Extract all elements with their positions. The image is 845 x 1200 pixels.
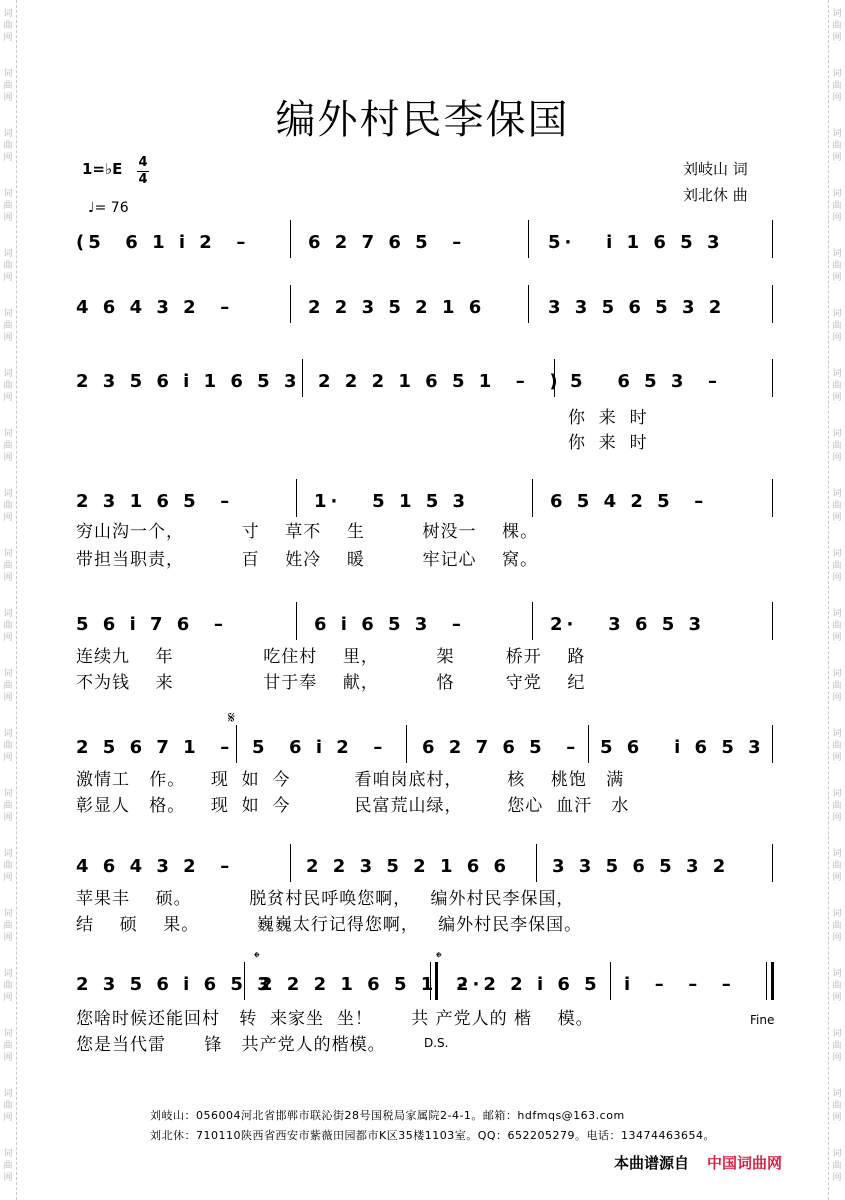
song-title: 编外村民李保国 xyxy=(275,97,570,143)
measure: 5 6 i 6 5 3 xyxy=(600,737,765,758)
watermark-text: 词曲网 xyxy=(832,189,842,223)
watermark-text: 词曲网 xyxy=(3,909,13,943)
watermark-text: 词曲网 xyxy=(832,1029,842,1063)
measure: 2· 3 6 5 3 xyxy=(550,614,706,635)
watermark-text: 词曲网 xyxy=(832,369,842,403)
measure: 2 3 1 6 5 – xyxy=(76,491,234,512)
watermark-text: 词曲网 xyxy=(832,1089,842,1123)
watermark-text: 词曲网 xyxy=(832,309,842,343)
lyric-line: 连续九 年 吃住村 里， 架 桥开 路 xyxy=(76,647,586,667)
lyricist-contact: 刘岐山：056004河北省邯郸市联沁街28号国税局家属院2-4-1。邮箱：hdfmqs@163.com xyxy=(150,1109,625,1122)
lyric-line: 苹果丰 硕。 脱贫村民呼唤您啊， 编外村民李保国， xyxy=(76,889,575,909)
key-signature: 1=♭E xyxy=(82,160,123,178)
lyric-line: 穷山沟一个， 寸 草不 生 树没一 棵。 xyxy=(76,522,539,542)
measure: 2 3 5 6 i 6 5 3 xyxy=(76,974,274,995)
measure: 2·2 2 i 6 5 xyxy=(456,974,601,995)
watermark-text: 词曲网 xyxy=(3,69,13,103)
measure: 5· i 1 6 5 3 xyxy=(548,232,724,253)
watermark-text: 词曲网 xyxy=(3,369,13,403)
coda-mark: 𝄌 xyxy=(436,948,442,967)
measure: i – – – xyxy=(624,974,735,995)
score-row xyxy=(76,293,776,323)
measure: 2 2 3 5 2 1 6 xyxy=(308,297,486,318)
measure: 6 i 6 5 3 – xyxy=(314,614,465,635)
right-watermark-strip xyxy=(828,0,845,1200)
watermark-text: 词曲网 xyxy=(3,849,13,883)
watermark-text: 词曲网 xyxy=(832,669,842,703)
watermark-text: 词曲网 xyxy=(832,429,842,463)
lyric-line: 你 来 时 xyxy=(568,433,648,453)
meter-top: 4 xyxy=(138,155,148,170)
source-label: 本曲谱源自 xyxy=(614,1154,690,1172)
score-row xyxy=(76,367,776,397)
coda-mark: 𝄌 xyxy=(254,948,260,967)
watermark-text: 词曲网 xyxy=(832,849,842,883)
watermark-text: 词曲网 xyxy=(3,669,13,703)
contact-footer xyxy=(150,1106,715,1146)
lyric-line: 您是当代雷 锋 共产党人的楷模。 xyxy=(76,1035,386,1055)
measure: 2 2 3 5 2 1 6 6 xyxy=(306,856,511,877)
watermark-text: 词曲网 xyxy=(3,729,13,763)
watermark-text: 词曲网 xyxy=(832,129,842,163)
lyricist: 刘岐山 词 xyxy=(683,160,748,178)
lyric-line: 带担当职责， 百 姓冷 暖 牢记心 窝。 xyxy=(76,550,539,570)
watermark-text: 词曲网 xyxy=(832,789,842,823)
watermark-text: 词曲网 xyxy=(3,249,13,283)
lyric-line: 您啥时候还能回村 转 来家坐 坐！ 共 产党人的 楷 模。 xyxy=(76,1009,594,1029)
ds-mark: D.S. xyxy=(424,1036,449,1050)
watermark-text: 词曲网 xyxy=(3,609,13,643)
measure: (5 6 1 i 2 – xyxy=(76,232,250,253)
measure: 6 5 4 2 5 – xyxy=(550,491,708,512)
watermark-text: 词曲网 xyxy=(832,549,842,583)
measure: 2 5 6 7 1 – xyxy=(76,737,234,758)
watermark-text: 词曲网 xyxy=(832,9,842,43)
fine-mark: Fine xyxy=(750,1013,775,1027)
watermark-text: 词曲网 xyxy=(832,609,842,643)
lyric-line: 不为钱 来 甘于奉 献， 恪 守党 纪 xyxy=(76,673,586,693)
watermark-text: 词曲网 xyxy=(3,1029,13,1063)
meter-bottom: 4 xyxy=(138,172,148,187)
watermark-text: 词曲网 xyxy=(832,729,842,763)
measure: 3 3 5 6 5 3 2 xyxy=(552,856,730,877)
measure: 5 6 i 2 – xyxy=(252,737,387,758)
watermark-text: 词曲网 xyxy=(3,309,13,343)
measure: 5 6 i 7 6 – xyxy=(76,614,227,635)
watermark-text: 词曲网 xyxy=(832,1149,842,1183)
lyric-line: 彰显人 格。 现 如 今 民富荒山绿， 您心 血汗 水 xyxy=(76,796,630,816)
watermark-text: 词曲网 xyxy=(832,69,842,103)
watermark-text: 词曲网 xyxy=(3,1149,13,1183)
measure: 6 2 7 6 5 – xyxy=(308,232,466,253)
source-site: 中国词曲网 xyxy=(707,1154,783,1172)
watermark-text: 词曲网 xyxy=(3,129,13,163)
watermark-text: 词曲网 xyxy=(832,909,842,943)
time-signature xyxy=(137,156,149,187)
measure: 5 6 5 3 – xyxy=(570,371,721,392)
measure: 4 6 4 3 2 – xyxy=(76,856,234,877)
watermark-text: 词曲网 xyxy=(3,969,13,1003)
credits xyxy=(683,156,748,208)
composer-contact: 刘北休：710110陕西省西安市紫薇田园都市K区35楼1103室。QQ：652205279。电话：13474463654。 xyxy=(150,1129,715,1142)
score-row xyxy=(76,487,776,517)
measure: 4 6 4 3 2 – xyxy=(76,297,234,318)
measure: 2 3 5 6 i 1 6 5 3 xyxy=(76,371,301,392)
watermark-text: 词曲网 xyxy=(3,789,13,823)
lyric-line: 你 来 时 xyxy=(568,408,648,428)
score-row xyxy=(76,733,776,763)
watermark-text: 词曲网 xyxy=(3,489,13,523)
watermark-text: 词曲网 xyxy=(3,429,13,463)
source-credit xyxy=(614,1152,782,1173)
measure: 2 2 2 1 6 5 1 – ) xyxy=(318,371,562,392)
watermark-text: 词曲网 xyxy=(832,249,842,283)
watermark-text: 词曲网 xyxy=(832,489,842,523)
measure: 3 3 5 6 5 3 2 xyxy=(548,297,726,318)
measure: 6 2 7 6 5 – xyxy=(422,737,580,758)
watermark-text: 词曲网 xyxy=(3,189,13,223)
lyric-line: 结 硕 果。 巍巍太行记得您啊， 编外村民李保国。 xyxy=(76,915,583,935)
watermark-text: 词曲网 xyxy=(3,1089,13,1123)
watermark-text: 词曲网 xyxy=(3,9,13,43)
measure: 1· 5 1 5 3 xyxy=(314,491,470,512)
score-row xyxy=(76,852,776,882)
score-row xyxy=(76,970,776,1000)
score-row xyxy=(76,610,776,640)
tempo-mark: ♩= 76 xyxy=(88,200,129,216)
watermark-text: 词曲网 xyxy=(832,969,842,1003)
watermark-text: 词曲网 xyxy=(3,549,13,583)
left-watermark-strip xyxy=(0,0,17,1200)
composer: 刘北休 曲 xyxy=(683,186,748,204)
score-row xyxy=(76,228,776,258)
measure: 2 2 2 1 6 5 1 – xyxy=(260,974,471,995)
lyric-line: 激情工 作。 现 如 今 看咱岗底村， 核 桃饱 满 xyxy=(76,770,625,790)
segno-mark: 𝄋 xyxy=(228,708,235,727)
